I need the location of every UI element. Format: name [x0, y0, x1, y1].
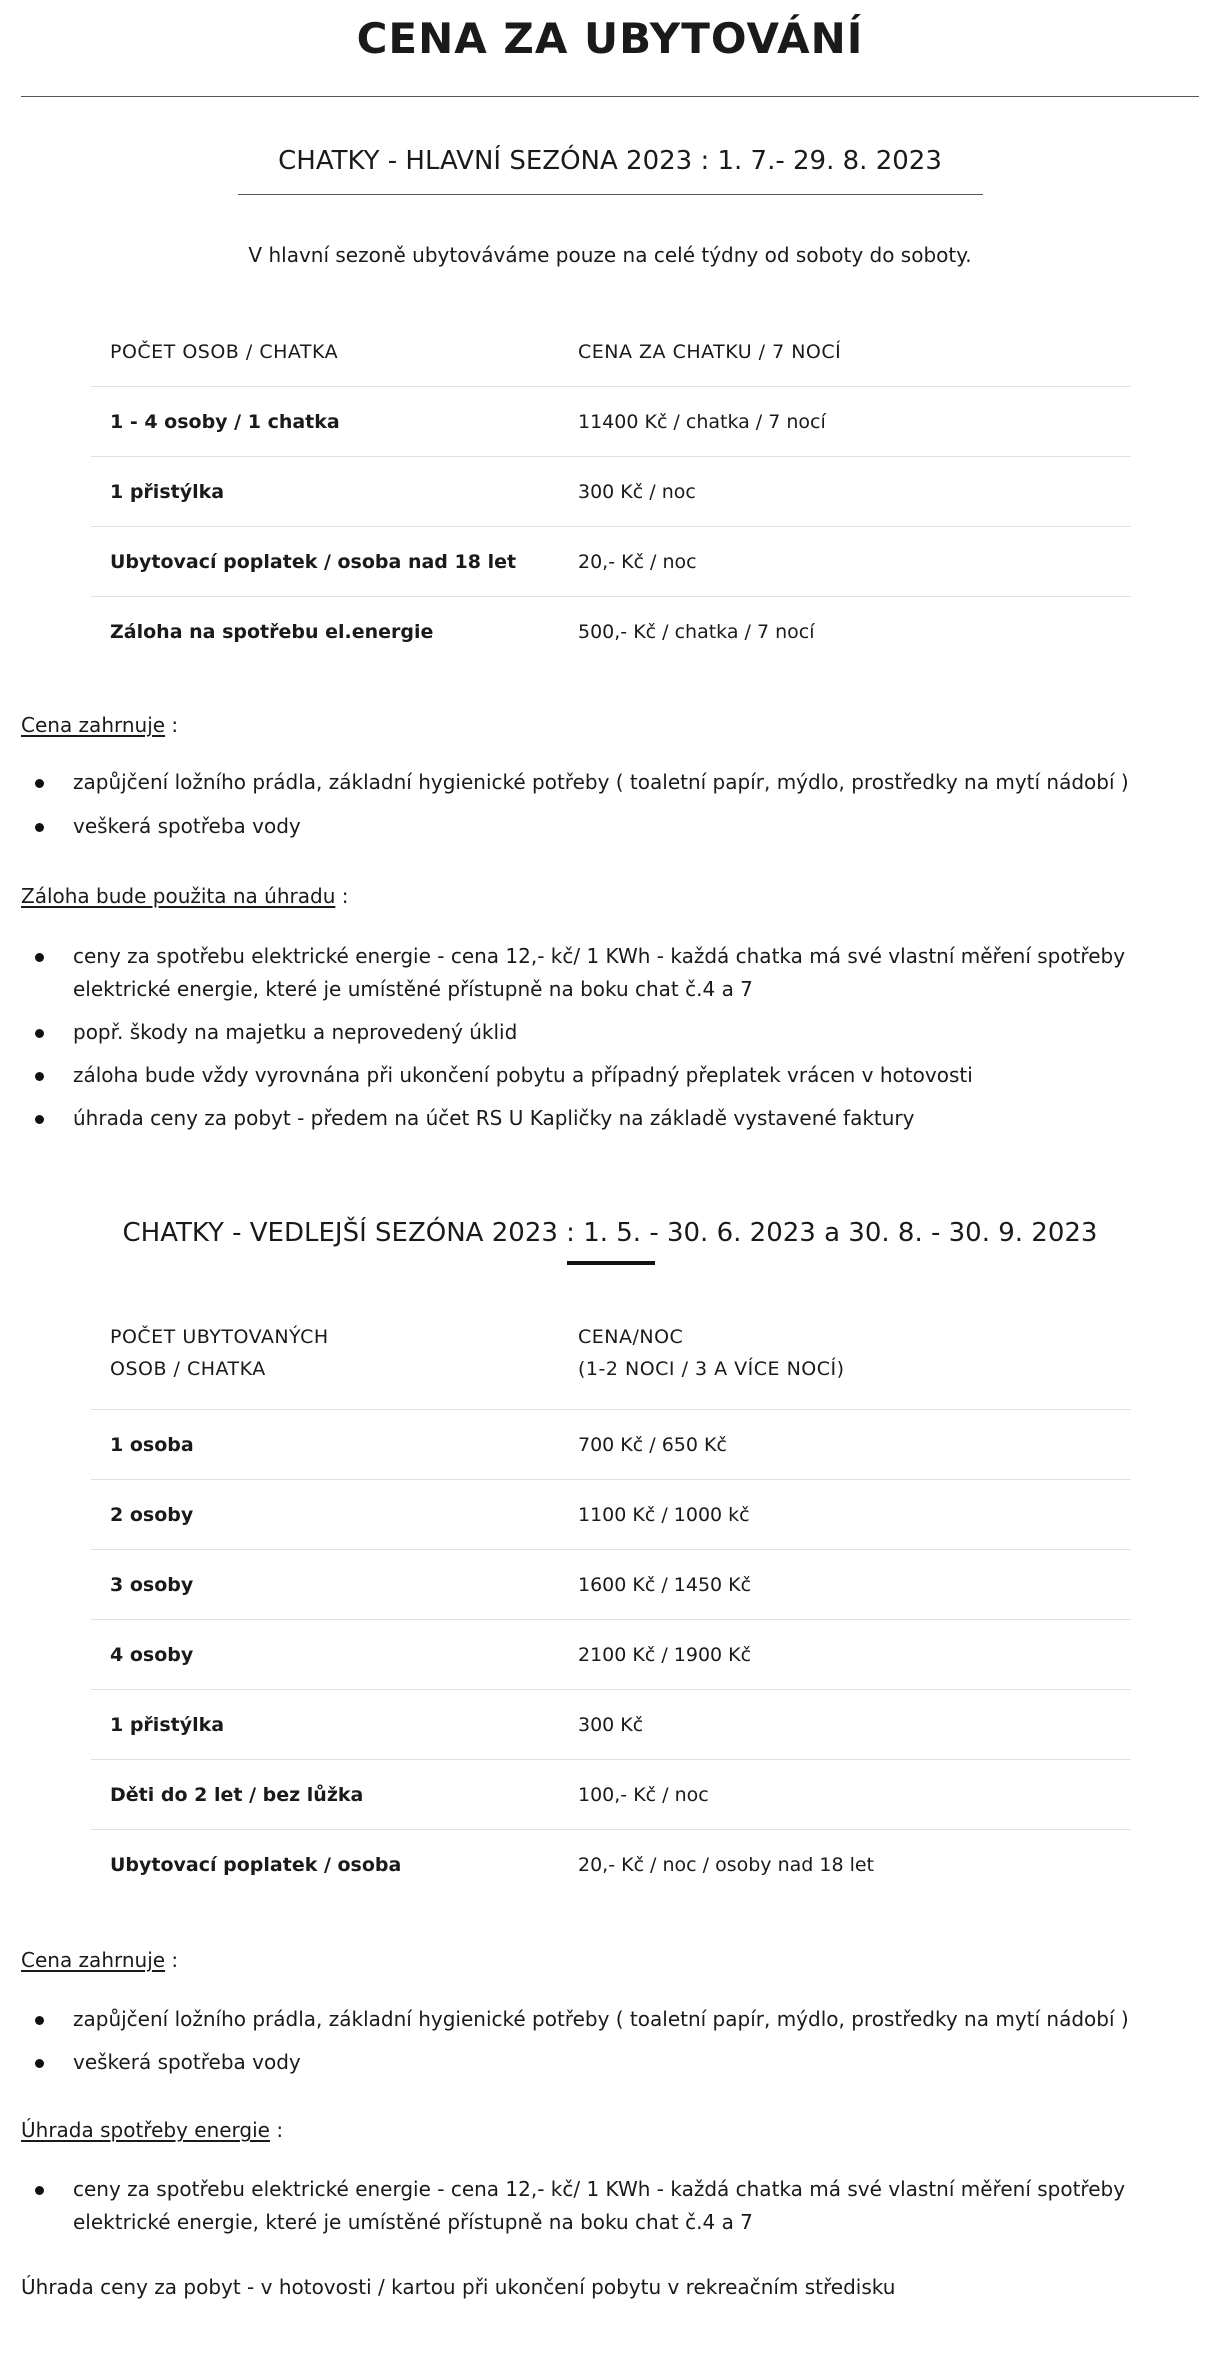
row-price: 300 Kč / noc — [559, 457, 1131, 527]
deposit-heading-colon: : — [335, 884, 349, 908]
row-label: Ubytovací poplatek / osoba — [91, 1830, 559, 1900]
table-row — [91, 1550, 1131, 1620]
table-row — [91, 1690, 1131, 1760]
energy-heading — [21, 2118, 283, 2142]
main-includes-heading-colon: : — [165, 713, 179, 737]
row-price: 100,- Kč / noc — [559, 1760, 1131, 1830]
column-header-persons-line1: POČET UBYTOVANÝCH — [110, 1326, 329, 1348]
off-includes-heading — [21, 1948, 178, 1972]
title-divider — [21, 96, 1199, 97]
column-header-persons — [91, 1297, 559, 1410]
row-price: 20,- Kč / noc / osoby nad 18 let — [559, 1830, 1131, 1900]
row-price: 300 Kč — [559, 1690, 1131, 1760]
deposit-heading-text: Záloha bude použita na úhradu — [21, 884, 336, 908]
main-includes-heading — [21, 713, 178, 737]
table-header-row — [91, 318, 1131, 387]
column-header-price-line1: CENA/NOC — [578, 1326, 684, 1348]
table-row — [91, 1480, 1131, 1550]
payment-note: Úhrada ceny za pobyt - v hotovosti / kartou při ukončení pobytu v rekreačním středisku — [21, 2275, 896, 2299]
table-row — [91, 527, 1131, 597]
table-row — [91, 1760, 1131, 1830]
list-item: popř. škody na majetku a neprovedený úklid — [21, 1016, 1201, 1049]
row-price: 11400 Kč / chatka / 7 nocí — [559, 387, 1131, 457]
list-item: veškerá spotřeba vody — [21, 2046, 1201, 2079]
column-header-price: CENA ZA CHATKU / 7 NOCÍ — [578, 341, 842, 363]
off-includes-list — [21, 2003, 1201, 2079]
row-price: 1600 Kč / 1450 Kč — [559, 1550, 1131, 1620]
table-row — [91, 1830, 1131, 1900]
list-item: veškerá spotřeba vody — [21, 810, 1201, 843]
column-header-price — [559, 1297, 1131, 1410]
column-header-persons-line2: OSOB / CHATKA — [110, 1358, 266, 1380]
energy-heading-colon: : — [269, 2118, 284, 2142]
main-season-price-table — [91, 318, 1131, 666]
energy-heading-text: Úhrada spotřeby energie — [21, 2118, 270, 2142]
off-includes-heading-colon: : — [165, 1948, 179, 1972]
table-row — [91, 457, 1131, 527]
table-row — [91, 387, 1131, 457]
off-season-price-table — [91, 1297, 1131, 1899]
row-label: 1 přistýlka — [91, 457, 559, 527]
row-price: 700 Kč / 650 Kč — [559, 1410, 1131, 1480]
list-item: ceny za spotřebu elektrické energie - cena 12,- kč/ 1 KWh - každá chatka má své vlastní měření spotřeby elektrické energie, které je umístěné přístupně na boku chat č.4 a 7 — [21, 2173, 1193, 2239]
row-label: 2 osoby — [91, 1480, 559, 1550]
column-header-persons: POČET OSOB / CHATKA — [110, 341, 339, 363]
list-item: zapůjčení ložního prádla, základní hygienické potřeby ( toaletní papír, mýdlo, prostředky na mytí nádobí ) — [21, 766, 1201, 799]
off-includes-heading-text: Cena zahrnuje — [21, 1948, 166, 1972]
energy-list — [21, 2173, 1201, 2239]
off-season-title: CHATKY - VEDLEJŠÍ SEZÓNA 2023 : 1. 5. - 30. 6. 2023 a 30. 8. - 30. 9. 2023 — [122, 1218, 1098, 1248]
page-title: CENA ZA UBYTOVÁNÍ — [356, 14, 864, 63]
row-price: 1100 Kč / 1000 kč — [559, 1480, 1131, 1550]
row-label: 1 přistýlka — [91, 1690, 559, 1760]
list-item: ceny za spotřebu elektrické energie - cena 12,- kč/ 1 KWh - každá chatka má své vlastní měření spotřeby elektrické energie, které je umístěné přístupně na boku chat č.4 a 7 — [21, 940, 1193, 1006]
deposit-heading — [21, 884, 348, 908]
row-label: 3 osoby — [91, 1550, 559, 1620]
deposit-list — [21, 940, 1201, 1135]
table-header-row — [91, 1297, 1131, 1410]
table-row — [91, 597, 1131, 667]
list-item: úhrada ceny za pobyt - předem na účet RS U Kapličky na základě vystavené faktury — [21, 1102, 1201, 1135]
row-label: Záloha na spotřebu el.energie — [91, 597, 559, 667]
list-item: zapůjčení ložního prádla, základní hygienické potřeby ( toaletní papír, mýdlo, prostředky na mytí nádobí ) — [21, 2003, 1201, 2036]
main-includes-heading-text: Cena zahrnuje — [21, 713, 166, 737]
column-header-price-line2: (1-2 NOCI / 3 A VÍCE NOCÍ) — [578, 1358, 845, 1380]
row-label: 1 - 4 osoby / 1 chatka — [91, 387, 559, 457]
row-label: Ubytovací poplatek / osoba nad 18 let — [91, 527, 559, 597]
main-season-title: CHATKY - HLAVNÍ SEZÓNA 2023 : 1. 7.- 29. 8. 2023 — [278, 146, 942, 176]
off-season-title-accent — [567, 1261, 655, 1265]
row-price: 20,- Kč / noc — [559, 527, 1131, 597]
row-label: 1 osoba — [91, 1410, 559, 1480]
main-season-title-underline — [238, 194, 983, 195]
list-item: záloha bude vždy vyrovnána při ukončení pobytu a případný přeplatek vrácen v hotovosti — [21, 1059, 1201, 1092]
row-price: 500,- Kč / chatka / 7 nocí — [559, 597, 1131, 667]
main-includes-list — [21, 766, 1201, 843]
table-row — [91, 1410, 1131, 1480]
row-price: 2100 Kč / 1900 Kč — [559, 1620, 1131, 1690]
main-season-note: V hlavní sezoně ubytováváme pouze na celé týdny od soboty do soboty. — [248, 243, 972, 267]
table-row — [91, 1620, 1131, 1690]
row-label: 4 osoby — [91, 1620, 559, 1690]
row-label: Děti do 2 let / bez lůžka — [91, 1760, 559, 1830]
